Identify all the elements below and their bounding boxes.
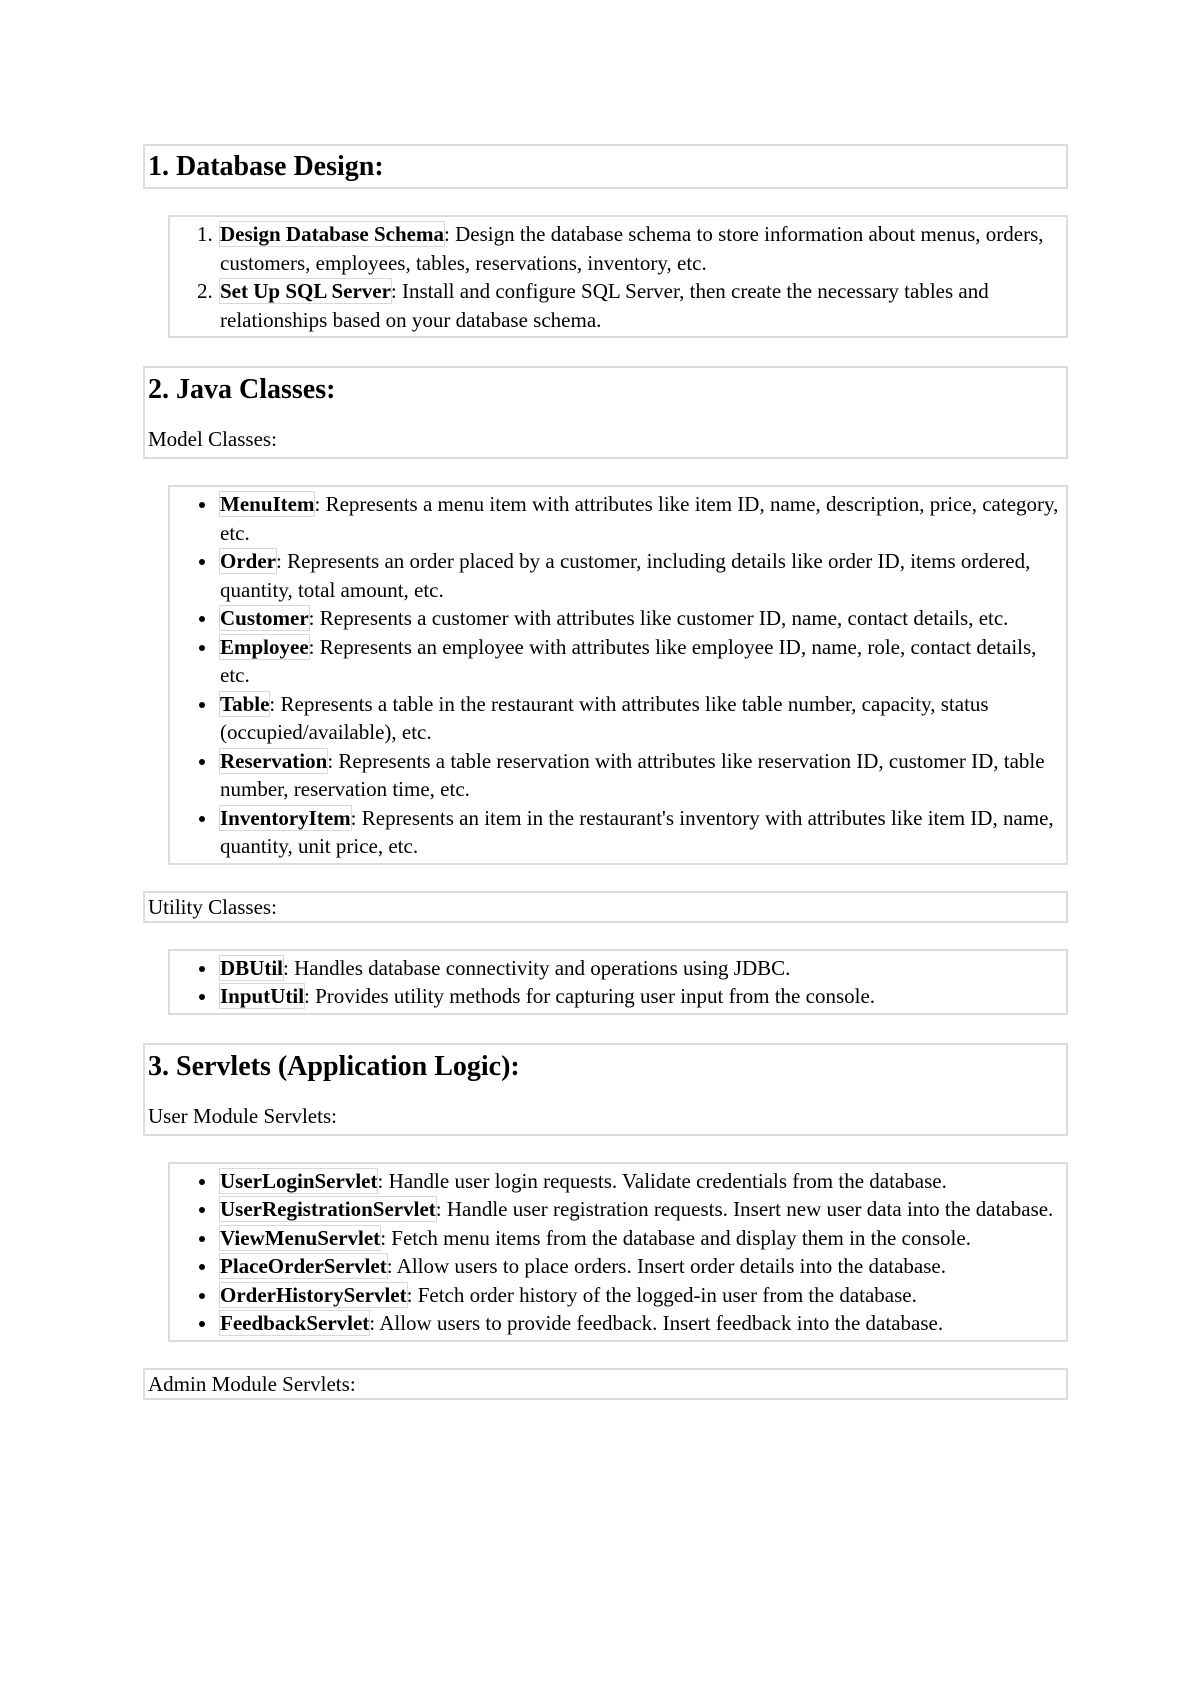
section-servlets-title: 3. Servlets (Application Logic): — [148, 1050, 520, 1082]
list-item-text: : Represents a customer with attributes like customer ID, name, contact details, etc. — [308, 606, 1009, 630]
list-item-text: : Design the database schema to store information about menus, orders, customers, employees, tables, reservations, inventory, etc. — [220, 222, 1044, 275]
list-item-text: : Fetch menu items from the database and display them in the console. — [380, 1225, 971, 1250]
list-item — [218, 954, 1062, 983]
list-item — [218, 1252, 1062, 1281]
model-classes-list — [170, 490, 1062, 861]
list-item-text: : Represents a table reservation with attributes like reservation ID, customer ID, table number, reservation time, etc. — [220, 748, 1045, 801]
list-item-text: : Allow users to provide feedback. Insert feedback into the database. — [369, 1311, 944, 1335]
list-item-text: : Provides utility methods for capturing user input from the console. — [304, 984, 876, 1008]
list-item — [218, 1309, 1062, 1338]
utility-classes-list — [170, 954, 1062, 1011]
list-item-term: Employee — [220, 634, 309, 659]
list-item-text: : Install and configure SQL Server, then create the necessary tables and relationships based on your database schema. — [220, 279, 989, 332]
list-item — [218, 547, 1062, 604]
user-module-servlets-label: User Module Servlets: — [148, 1103, 337, 1128]
list-item-term: ViewMenuServlet — [220, 1225, 381, 1250]
list-item-term: Table — [220, 691, 270, 716]
list-item-text: : Represents an employee with attributes like employee ID, name, role, contact details, etc. — [220, 634, 1037, 687]
section-java-heading — [143, 366, 1068, 459]
list-item-term: UserRegistrationServlet — [220, 1197, 436, 1221]
model-classes-label: Model Classes: — [148, 427, 277, 451]
list-item — [218, 747, 1062, 804]
list-item — [218, 490, 1062, 547]
list-item — [218, 604, 1062, 633]
list-item — [218, 690, 1062, 747]
list-item-text: : Handles database connectivity and operations using JDBC. — [283, 955, 791, 980]
utility-classes-label-box — [143, 891, 1068, 923]
list-item-term: Order — [220, 549, 276, 573]
list-item-term: FeedbackServlet — [220, 1311, 370, 1335]
db-steps-list-box — [168, 215, 1068, 338]
list-item-term: Set Up SQL Server — [220, 279, 391, 303]
list-item-term: OrderHistoryServlet — [220, 1282, 407, 1307]
list-item-text: : Represents an order placed by a customer, including details like order ID, items ordered, quantity, total amount, etc. — [220, 549, 1031, 602]
user-servlets-list — [170, 1167, 1062, 1338]
list-item-term: Customer — [220, 606, 309, 630]
list-item-term: MenuItem — [220, 492, 315, 516]
list-item-term: Design Database Schema — [220, 222, 444, 246]
admin-module-servlets-label: Admin Module Servlets: — [148, 1371, 356, 1396]
admin-module-servlets-label-box — [143, 1368, 1068, 1400]
list-item-term: InventoryItem — [220, 805, 351, 830]
model-classes-list-box — [168, 485, 1068, 865]
list-item — [218, 1281, 1062, 1310]
section-db-heading — [143, 144, 1068, 189]
list-item-term: DBUtil — [220, 955, 283, 980]
section-db-title: 1. Database Design: — [148, 151, 384, 182]
list-item-text: : Handle user login requests. Validate credentials from the database. — [377, 1168, 947, 1193]
section-servlets-heading — [143, 1043, 1068, 1136]
list-item-text: : Represents a table in the restaurant with attributes like table number, capacity, status (occupied/available), etc. — [220, 691, 989, 744]
list-item — [218, 1195, 1062, 1224]
list-item — [218, 982, 1062, 1011]
list-item — [218, 1167, 1062, 1196]
list-item-term: PlaceOrderServlet — [220, 1254, 387, 1278]
list-item — [218, 804, 1062, 861]
list-item-term: InputUtil — [220, 984, 305, 1008]
list-item — [218, 1224, 1062, 1253]
list-item-text: : Handle user registration requests. Insert new user data into the database. — [435, 1197, 1054, 1221]
list-item-text: : Represents a menu item with attributes like item ID, name, description, price, category, etc. — [220, 492, 1059, 545]
list-item — [218, 220, 1062, 277]
list-item-text: : Allow users to place orders. Insert order details into the database. — [386, 1254, 946, 1278]
list-item — [218, 633, 1062, 690]
section-java-title: 2. Java Classes: — [148, 374, 336, 405]
list-item-text: : Fetch order history of the logged-in user from the database. — [406, 1282, 917, 1307]
db-steps-list — [170, 220, 1062, 334]
list-item-term: UserLoginServlet — [220, 1168, 378, 1193]
list-item-text: : Represents an item in the restaurant's inventory with attributes like item ID, name, quantity, unit price, etc. — [220, 805, 1054, 858]
document-page — [143, 144, 1068, 1426]
utility-classes-label: Utility Classes: — [148, 894, 277, 919]
user-servlets-list-box — [168, 1162, 1068, 1342]
list-item-term: Reservation — [220, 748, 328, 773]
utility-classes-list-box — [168, 949, 1068, 1015]
list-item — [218, 277, 1062, 334]
